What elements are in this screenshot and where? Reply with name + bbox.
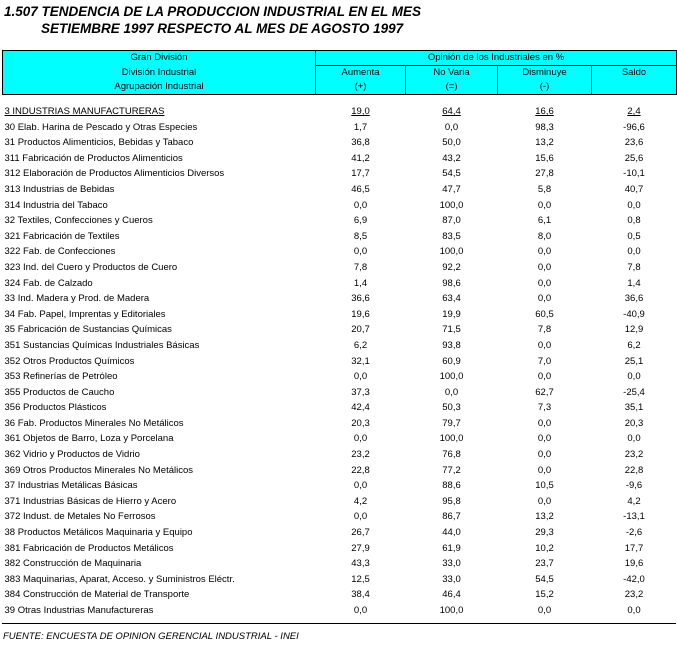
cell-name: 383 Maquinarias, Aparat, Acceso. y Suministros Eléctr. xyxy=(4,573,235,585)
table-row xyxy=(3,166,677,182)
cell-saldo: -25,4 xyxy=(623,386,645,398)
table-row xyxy=(3,260,677,276)
cell-saldo: 2,4 xyxy=(627,106,641,117)
cell-no-varia: 92,2 xyxy=(442,261,461,273)
title-line-2: SETIEMBRE 1997 RESPECTO AL MES DE AGOSTO 1997 xyxy=(41,21,404,36)
header-sign-aumenta: (+) xyxy=(316,80,406,95)
cell-no-varia: 83,5 xyxy=(442,230,461,242)
table-row xyxy=(3,431,677,447)
cell-name: 381 Fabricación de Productos Metálicos xyxy=(4,542,174,554)
cell-aumenta: 41,2 xyxy=(351,152,370,164)
cell-disminuye: 15,6 xyxy=(535,152,554,164)
cell-aumenta: 17,7 xyxy=(351,168,370,180)
cell-saldo: 23,2 xyxy=(624,589,644,601)
cell-name: 362 Vidrio y Productos de Vidrio xyxy=(4,449,140,461)
cell-no-varia: 64,4 xyxy=(442,106,461,117)
cell-saldo: 36,6 xyxy=(624,293,644,305)
cell-disminuye: 16,6 xyxy=(535,106,554,117)
data-table xyxy=(2,50,677,619)
cell-no-varia: 33,0 xyxy=(442,573,461,585)
cell-disminuye: 62,7 xyxy=(535,386,554,398)
cell-aumenta: 19,0 xyxy=(351,106,370,117)
cell-saldo: 6,2 xyxy=(627,339,641,351)
page-title xyxy=(4,3,421,37)
cell-name: 382 Construcción de Maquinaria xyxy=(4,558,142,570)
cell-no-varia: 54,5 xyxy=(442,168,461,180)
cell-aumenta: 32,1 xyxy=(351,355,370,367)
cell-saldo: 25,6 xyxy=(624,152,644,164)
cell-no-varia: 95,8 xyxy=(442,495,461,507)
cell-disminuye: 60,5 xyxy=(535,308,554,320)
table-row xyxy=(3,291,677,307)
cell-aumenta: 0,0 xyxy=(353,199,368,211)
cell-no-varia: 61,9 xyxy=(442,542,461,554)
cell-saldo: -13,1 xyxy=(623,511,645,523)
cell-saldo: 0,0 xyxy=(627,605,641,616)
header-agrupacion-industrial: Agrupación Industrial xyxy=(3,80,316,95)
cell-name: 384 Construcción de Material de Transporte xyxy=(4,589,190,601)
cell-disminuye: 8,0 xyxy=(537,230,552,242)
cell-disminuye: 0,0 xyxy=(537,246,552,258)
cell-no-varia: 93,8 xyxy=(442,339,461,351)
cell-disminuye: 10,5 xyxy=(535,480,554,492)
cell-no-varia: 33,0 xyxy=(442,558,461,570)
cell-aumenta: 7,8 xyxy=(353,261,368,273)
table-row xyxy=(3,587,677,603)
cell-disminuye: 0,0 xyxy=(537,261,552,273)
cell-name: 371 Industrias Básicas de Hierro y Acero xyxy=(4,495,177,507)
cell-name: 351 Sustancias Químicas Industriales Básicas xyxy=(4,339,200,351)
cell-saldo: 19,6 xyxy=(624,558,644,570)
cell-no-varia: 100,0 xyxy=(439,246,464,258)
cell-disminuye: 7,8 xyxy=(537,324,552,336)
cell-name: 39 Otras Industrias Manufactureras xyxy=(4,605,154,616)
cell-name: 369 Otros Productos Minerales No Metálicos xyxy=(4,464,193,476)
cell-name: 36 Fab. Productos Minerales No Metálicos xyxy=(4,417,184,429)
table-row xyxy=(3,416,677,432)
cell-no-varia: 100,0 xyxy=(439,605,464,616)
cell-no-varia: 44,0 xyxy=(442,527,461,539)
cell-name: 355 Productos de Caucho xyxy=(4,386,115,398)
cell-saldo: 23,6 xyxy=(624,137,644,149)
cell-disminuye: 0,0 xyxy=(537,277,552,289)
table-row xyxy=(3,509,677,525)
cell-name: 34 Fab. Papel, Imprentas y Editoriales xyxy=(4,308,166,320)
header-col-no-varia: No Varia xyxy=(406,66,498,81)
cell-no-varia: 43,2 xyxy=(442,152,461,164)
cell-name: 31 Productos Alimenticios, Bebidas y Tabaco xyxy=(4,137,194,149)
cell-aumenta: 36,6 xyxy=(351,293,370,305)
cell-no-varia: 19,9 xyxy=(442,308,461,320)
cell-name: 313 Industrias de Bebidas xyxy=(4,183,115,195)
title-line-1: 1.507 TENDENCIA DE LA PRODUCCION INDUSTRIAL EN EL MES xyxy=(4,4,422,19)
cell-no-varia: 63,4 xyxy=(442,293,461,305)
table-row xyxy=(3,556,677,572)
cell-disminuye: 13,2 xyxy=(535,511,554,523)
cell-disminuye: 6,1 xyxy=(537,215,552,227)
cell-aumenta: 38,4 xyxy=(351,589,370,601)
bottom-divider xyxy=(2,623,676,624)
table-row xyxy=(3,494,677,510)
cell-saldo: -96,6 xyxy=(623,121,645,133)
cell-no-varia: 100,0 xyxy=(439,371,464,383)
table-row xyxy=(3,478,677,494)
cell-name: 3 INDUSTRIAS MANUFACTURERAS xyxy=(4,106,165,117)
cell-saldo: -10,1 xyxy=(623,168,645,180)
cell-disminuye: 0,0 xyxy=(537,433,552,445)
cell-saldo: 22,8 xyxy=(624,464,644,476)
cell-disminuye: 0,0 xyxy=(537,199,552,211)
cell-aumenta: 27,9 xyxy=(351,542,370,554)
header-sign-saldo xyxy=(592,80,677,95)
cell-disminuye: 0,0 xyxy=(537,495,552,507)
cell-disminuye: 0,0 xyxy=(537,293,552,305)
table-header xyxy=(3,51,677,95)
cell-aumenta: 0,0 xyxy=(353,511,368,523)
cell-aumenta: 1,7 xyxy=(353,121,368,133)
cell-aumenta: 0,0 xyxy=(353,371,368,383)
cell-saldo: 1,4 xyxy=(627,277,641,289)
cell-saldo: 0,0 xyxy=(627,199,641,211)
table-body xyxy=(3,95,677,619)
cell-no-varia: 47,7 xyxy=(442,183,461,195)
cell-aumenta: 23,2 xyxy=(351,449,370,461)
cell-name: 33 Ind. Madera y Prod. de Madera xyxy=(4,293,150,305)
table-row xyxy=(3,213,677,229)
cell-name: 352 Otros Productos Químicos xyxy=(4,355,135,367)
cell-disminuye: 15,2 xyxy=(535,589,554,601)
cell-aumenta: 0,0 xyxy=(353,480,368,492)
cell-name: 35 Fabricación de Sustancias Químicas xyxy=(4,324,172,336)
cell-saldo: -40,9 xyxy=(623,308,645,320)
table-row xyxy=(3,541,677,557)
table-row xyxy=(3,95,677,120)
cell-disminuye: 27,8 xyxy=(535,168,554,180)
cell-aumenta: 4,2 xyxy=(353,495,368,507)
cell-name: 356 Productos Plásticos xyxy=(4,402,107,414)
cell-saldo: -42,0 xyxy=(623,573,645,585)
cell-no-varia: 100,0 xyxy=(439,433,464,445)
cell-no-varia: 71,5 xyxy=(442,324,461,336)
cell-disminuye: 0,0 xyxy=(537,339,552,351)
cell-disminuye: 54,5 xyxy=(535,573,554,585)
cell-disminuye: 7,3 xyxy=(537,402,552,414)
table-row xyxy=(3,385,677,401)
cell-saldo: 20,3 xyxy=(624,417,644,429)
cell-name: 323 Ind. del Cuero y Productos de Cuero xyxy=(4,261,178,273)
cell-disminuye: 0,0 xyxy=(537,449,552,461)
cell-saldo: 0,0 xyxy=(627,371,641,383)
cell-aumenta: 6,2 xyxy=(353,339,368,351)
cell-aumenta: 1,4 xyxy=(353,277,368,289)
table-row xyxy=(3,307,677,323)
cell-disminuye: 0,0 xyxy=(537,371,552,383)
header-sign-no-varia: (=) xyxy=(406,80,498,95)
table-row xyxy=(3,229,677,245)
cell-disminuye: 98,3 xyxy=(535,121,554,133)
table-row xyxy=(3,338,677,354)
table-row xyxy=(3,182,677,198)
cell-name: 314 Industria del Tabaco xyxy=(4,199,108,211)
cell-aumenta: 36,8 xyxy=(351,137,370,149)
cell-disminuye: 29,3 xyxy=(535,527,554,539)
header-opinion: Opinión de los Industriales en % xyxy=(316,51,677,66)
cell-aumenta: 42,4 xyxy=(351,402,370,414)
cell-saldo: 12,9 xyxy=(624,324,644,336)
cell-saldo: 17,7 xyxy=(624,542,644,554)
cell-aumenta: 20,3 xyxy=(351,417,370,429)
cell-aumenta: 6,9 xyxy=(353,215,368,227)
cell-disminuye: 13,2 xyxy=(535,137,554,149)
cell-disminuye: 23,7 xyxy=(535,558,554,570)
cell-no-varia: 50,0 xyxy=(442,137,461,149)
table-row xyxy=(3,525,677,541)
table-row xyxy=(3,603,677,619)
cell-aumenta: 8,5 xyxy=(353,230,368,242)
cell-no-varia: 0,0 xyxy=(444,386,459,398)
header-col-disminuye: Disminuye xyxy=(498,66,592,81)
cell-name: 37 Industrias Metálicas Básicas xyxy=(4,480,138,492)
cell-name: 30 Elab. Harina de Pescado y Otras Especies xyxy=(4,121,198,133)
cell-saldo: 40,7 xyxy=(624,183,644,195)
cell-no-varia: 60,9 xyxy=(442,355,461,367)
cell-no-varia: 77,2 xyxy=(442,464,461,476)
header-gran-division: Gran División xyxy=(3,51,316,66)
cell-disminuye: 7,0 xyxy=(537,355,552,367)
table-row xyxy=(3,135,677,151)
cell-saldo: 0,5 xyxy=(627,230,641,242)
cell-saldo: 0,0 xyxy=(627,433,641,445)
cell-aumenta: 26,7 xyxy=(351,527,370,539)
header-col-aumenta: Aumenta xyxy=(316,66,406,81)
cell-saldo: 0,0 xyxy=(627,246,641,258)
cell-disminuye: 5,8 xyxy=(537,183,552,195)
cell-aumenta: 22,8 xyxy=(351,464,370,476)
table-row xyxy=(3,151,677,167)
cell-saldo: 23,2 xyxy=(624,449,644,461)
cell-name: 311 Fabricación de Productos Alimenticios xyxy=(4,152,183,164)
cell-name: 324 Fab. de Calzado xyxy=(4,277,93,289)
header-division-industrial: División Industrial xyxy=(3,66,316,81)
table-row xyxy=(3,447,677,463)
cell-aumenta: 46,5 xyxy=(351,183,370,195)
cell-aumenta: 43,3 xyxy=(351,558,370,570)
source-note: FUENTE: ENCUESTA DE OPINION GERENCIAL INDUSTRIAL - INEI xyxy=(3,631,299,642)
cell-saldo: 7,8 xyxy=(627,261,641,273)
cell-name: 353 Refinerías de Petróleo xyxy=(4,371,118,383)
cell-aumenta: 37,3 xyxy=(351,386,370,398)
cell-disminuye: 0,0 xyxy=(537,605,552,616)
cell-disminuye: 0,0 xyxy=(537,417,552,429)
table-row xyxy=(3,322,677,338)
cell-name: 312 Elaboración de Productos Alimenticios Diversos xyxy=(4,168,225,180)
cell-saldo: -9,6 xyxy=(625,480,643,492)
cell-aumenta: 19,6 xyxy=(351,308,370,320)
cell-no-varia: 86,7 xyxy=(442,511,461,523)
cell-disminuye: 10,2 xyxy=(535,542,554,554)
cell-saldo: 25,1 xyxy=(624,355,644,367)
cell-aumenta: 0,0 xyxy=(353,246,368,258)
cell-aumenta: 0,0 xyxy=(353,433,368,445)
cell-no-varia: 50,3 xyxy=(442,402,461,414)
table-row xyxy=(3,354,677,370)
cell-aumenta: 20,7 xyxy=(351,324,370,336)
cell-saldo: -2,6 xyxy=(625,527,643,539)
cell-aumenta: 0,0 xyxy=(353,605,368,616)
cell-name: 372 Indust. de Metales No Ferrosos xyxy=(4,511,156,523)
cell-name: 322 Fab. de Confecciones xyxy=(4,246,116,258)
header-col-saldo: Saldo xyxy=(592,66,677,81)
table-row xyxy=(3,244,677,260)
cell-no-varia: 88,6 xyxy=(442,480,461,492)
cell-no-varia: 87,0 xyxy=(442,215,461,227)
table-row xyxy=(3,400,677,416)
cell-no-varia: 98,6 xyxy=(442,277,461,289)
cell-aumenta: 12,5 xyxy=(351,573,370,585)
table-row xyxy=(3,120,677,136)
cell-name: 321 Fabricación de Textiles xyxy=(4,230,120,242)
cell-name: 38 Productos Metálicos Maquinaria y Equipo xyxy=(4,527,193,539)
cell-no-varia: 0,0 xyxy=(444,121,459,133)
table-row xyxy=(3,198,677,214)
table-row xyxy=(3,572,677,588)
cell-no-varia: 46,4 xyxy=(442,589,461,601)
cell-saldo: 4,2 xyxy=(627,495,641,507)
header-sign-disminuye: (-) xyxy=(498,80,592,95)
table-row xyxy=(3,276,677,292)
cell-saldo: 0,8 xyxy=(627,215,641,227)
cell-no-varia: 79,7 xyxy=(442,417,461,429)
table-row xyxy=(3,463,677,479)
cell-saldo: 35,1 xyxy=(624,402,644,414)
cell-name: 32 Textiles, Confecciones y Cueros xyxy=(4,215,153,227)
cell-no-varia: 76,8 xyxy=(442,449,461,461)
table-row xyxy=(3,369,677,385)
cell-name: 361 Objetos de Barro, Loza y Porcelana xyxy=(4,433,174,445)
cell-disminuye: 0,0 xyxy=(537,464,552,476)
cell-no-varia: 100,0 xyxy=(439,199,464,211)
